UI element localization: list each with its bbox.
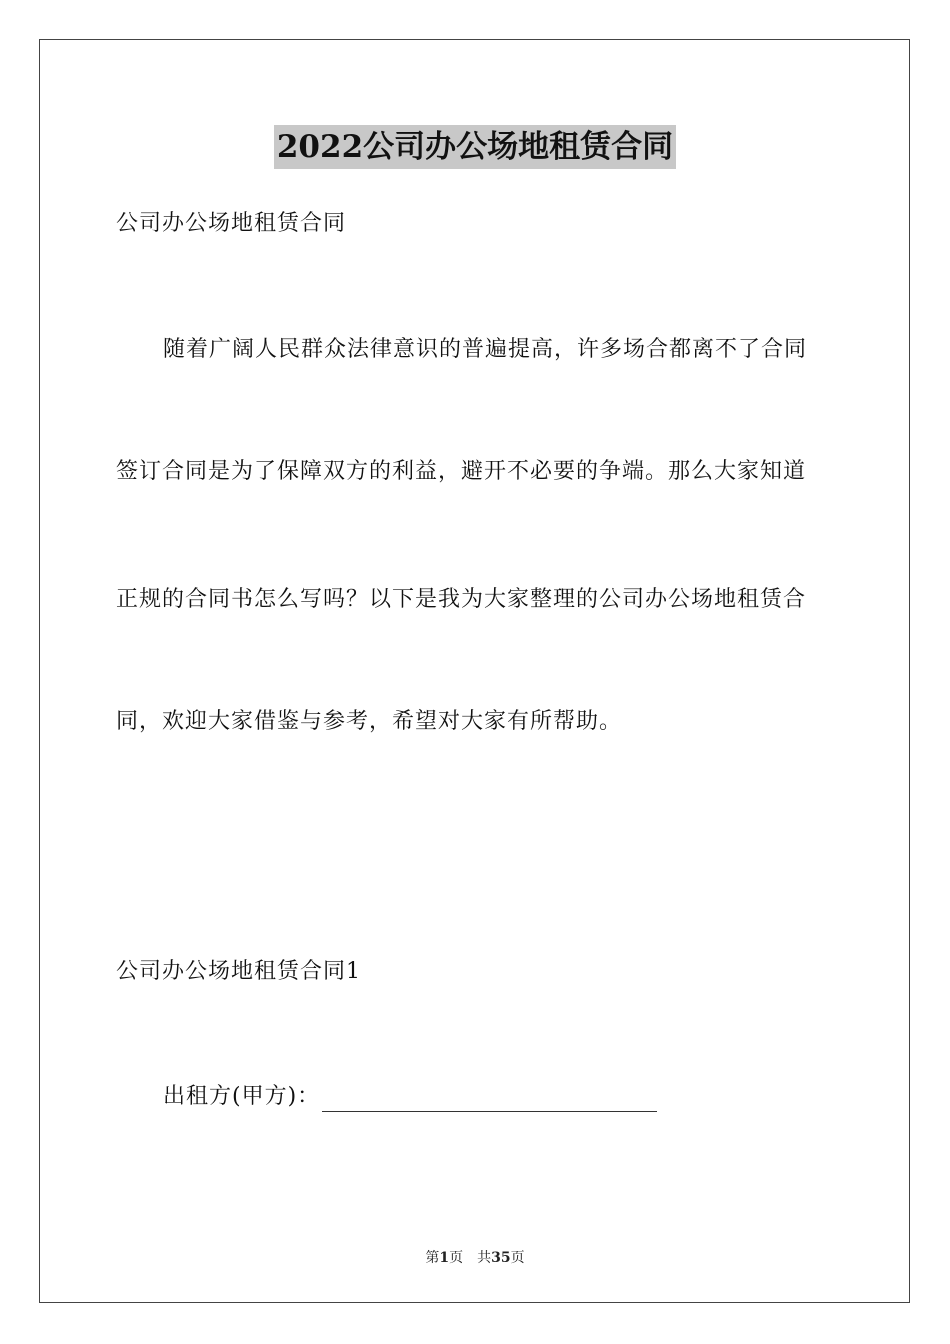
intro-line-3: 正规的合同书怎么写吗？以下是我为大家整理的公司办公场地租赁合 — [116, 587, 807, 612]
lessor-label: 出租方(甲方)： — [163, 1084, 321, 1109]
document-subtitle: 公司办公场地租赁合同 — [116, 211, 347, 236]
page-suffix: 页 — [449, 1250, 464, 1266]
document-title: 2022公司办公场地租赁合同 — [274, 125, 676, 169]
page-number: 1 — [439, 1250, 450, 1266]
lessor-blank-line — [322, 1089, 657, 1112]
title-wrap — [0, 125, 950, 169]
total-prefix: 共 — [477, 1250, 492, 1266]
intro-line-2: 签订合同是为了保障双方的利益，避开不必要的争端。那么大家知道 — [116, 459, 807, 484]
total-pages: 35 — [491, 1250, 511, 1266]
section-heading: 公司办公场地租赁合同1 — [116, 959, 361, 984]
intro-line-4: 同，欢迎大家借鉴与参考，希望对大家有所帮助。 — [116, 709, 623, 734]
lessor-field — [163, 1082, 657, 1112]
total-suffix: 页 — [510, 1250, 525, 1266]
intro-line-1: 随着广阔人民群众法律意识的普遍提高，许多场合都离不了合同 — [163, 337, 808, 362]
page-footer — [0, 1248, 950, 1268]
page-prefix: 第 — [425, 1250, 440, 1266]
